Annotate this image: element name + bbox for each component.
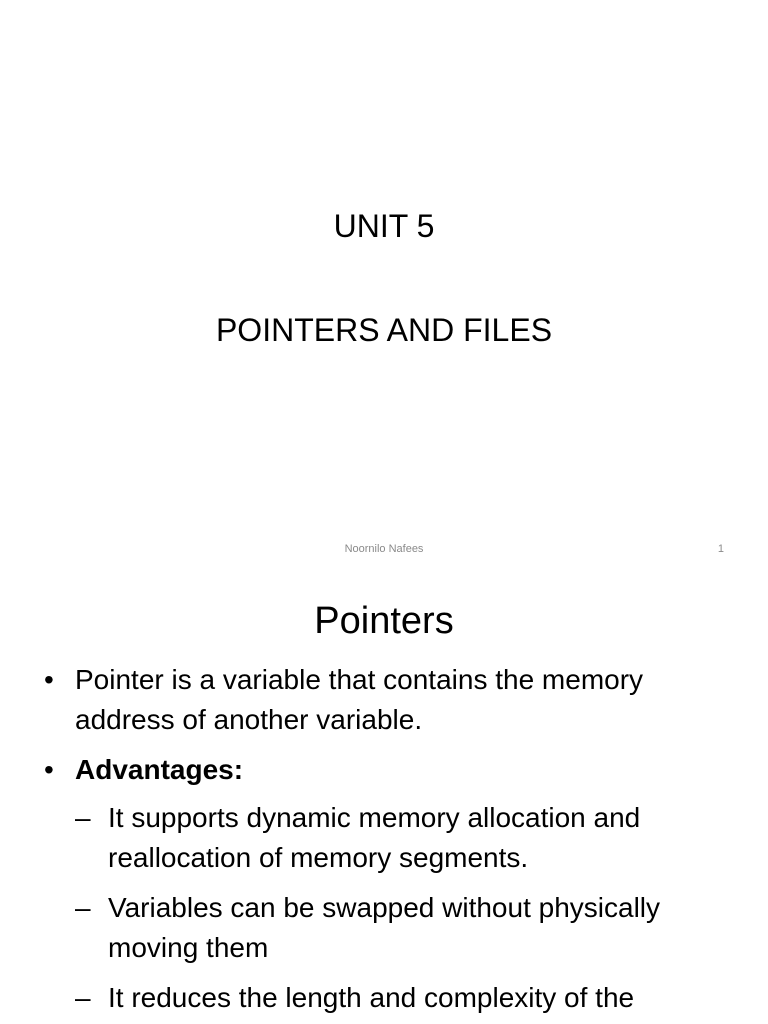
- unit-title: UNIT 5: [333, 208, 435, 244]
- slide-number: 1: [717, 543, 724, 555]
- advantages-list: [75, 798, 734, 1018]
- unit-subtitle: POINTERS AND FILES: [215, 312, 553, 348]
- dash-icon: –: [75, 892, 91, 923]
- bullet-text: Pointer is a variable that contains the memory address of another variable.: [75, 664, 644, 735]
- advantage-text: It supports dynamic memory allocation and reallocation of memory segments.: [108, 802, 641, 873]
- advantages-heading: Advantages:: [75, 754, 244, 785]
- advantage-text: Variables can be swapped without physically moving them: [108, 892, 661, 963]
- bullet-icon: •: [44, 754, 54, 785]
- bullet-item-definition: [44, 660, 734, 740]
- slide-title: Pointers: [314, 600, 454, 642]
- dash-icon: –: [75, 982, 91, 1013]
- footer-author: Noornilo Nafees: [344, 543, 424, 555]
- slide-2: [0, 576, 768, 1024]
- bullet-list: [44, 660, 734, 1024]
- list-item: [75, 798, 734, 878]
- dash-icon: –: [75, 802, 91, 833]
- list-item: [75, 888, 734, 968]
- list-item: [75, 978, 734, 1018]
- advantage-text: It reduces the length and complexity of the: [108, 982, 635, 1013]
- bullet-icon: •: [44, 664, 54, 695]
- bullet-item-advantages: [44, 750, 734, 1018]
